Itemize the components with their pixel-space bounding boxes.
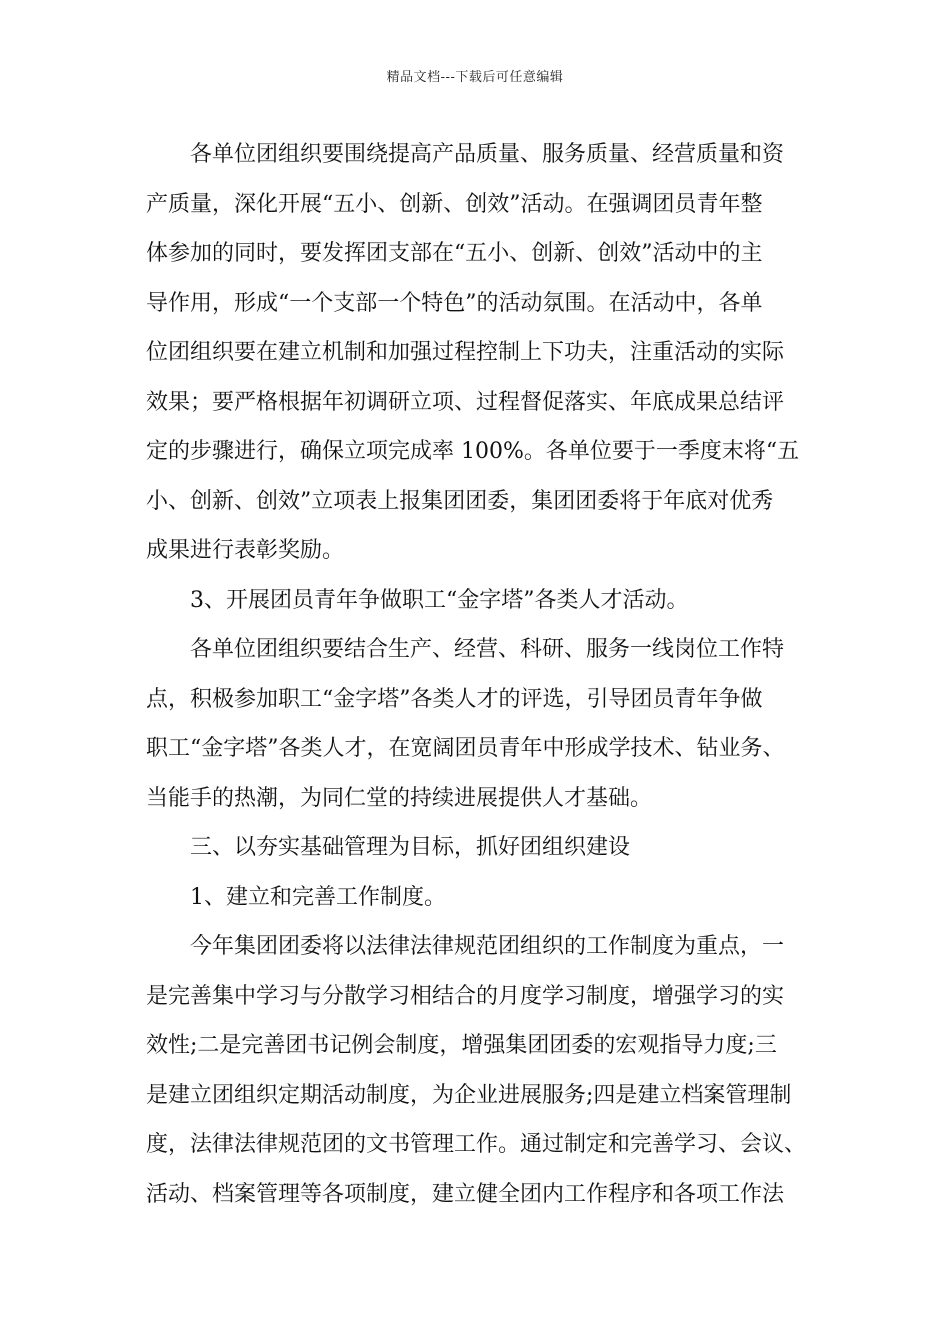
text-line: 导作用，形成“一个支部一个特色”的活动氛围。在活动中，各单 xyxy=(146,290,763,316)
text-line: 活动、档案管理等各项制度，建立健全团内工作程序和各项工作法 xyxy=(146,1181,785,1207)
text-line: 是建立团组织定期活动制度，为企业进展服务;四是建立档案管理制 xyxy=(146,1082,792,1108)
text-line: 各单位团组织要结合生产、经营、科研、服务一线岗位工作特 xyxy=(190,637,785,662)
text-line: 各单位团组织要围绕提高产品质量、服务质量、经营质量和资 xyxy=(190,142,785,167)
text-line: 小、创新、创效”立项表上报集团团委，集团团委将于年底对优秀 xyxy=(146,488,774,514)
text-line: 是完善集中学习与分散学习相结合的月度学习制度，增强学习的实 xyxy=(146,983,785,1009)
text-line: 1、建立和完善工作制度。 xyxy=(190,884,446,910)
text-line: 效果；要严格根据年初调研立项、过程督促落实、年底成果总结评 xyxy=(146,389,785,415)
text-line: 度，法律法律规范团的文书管理工作。通过制定和完善学习、会议、 xyxy=(146,1132,807,1157)
text-line: 职工“金字塔”各类人才，在宽阔团员青年中形成学技术、钻业务、 xyxy=(146,736,785,761)
text-line: 体参加的同时，要发挥团支部在“五小、创新、创效”活动中的主 xyxy=(146,241,763,266)
text-line: 位团组织要在建立机制和加强过程控制上下功夫，注重活动的实际 xyxy=(146,340,785,365)
text-line: 成果进行表彰奖励。 xyxy=(146,538,345,563)
text-line: 今年集团团委将以法律法律规范团组织的工作制度为重点，一 xyxy=(190,934,785,959)
text-line: 产质量，深化开展“五小、创新、创效”活动。在强调团员青年整 xyxy=(146,191,763,217)
text-line: 定的步骤进行，确保立项完成率 100%。各单位要于一季度末将“五 xyxy=(146,439,800,464)
text-line: 三、以夯实基础管理为目标，抓好团组织建设 xyxy=(190,835,631,860)
page-header: 精品文档---下载后可任意编辑 xyxy=(386,70,564,85)
text-line: 效性;二是完善团书记例会制度，增强集团团委的宏观指导力度;三 xyxy=(146,1033,777,1058)
text-line: 点，积极参加职工“金字塔”各类人才的评选，引导团员青年争做 xyxy=(146,686,763,712)
text-line: 当能手的热潮，为同仁堂的持续进展提供人才基础。 xyxy=(146,785,653,811)
document-body xyxy=(146,130,826,1219)
text-line: 3、开展团员青年争做职工“金字塔”各类人才活动。 xyxy=(190,587,689,613)
